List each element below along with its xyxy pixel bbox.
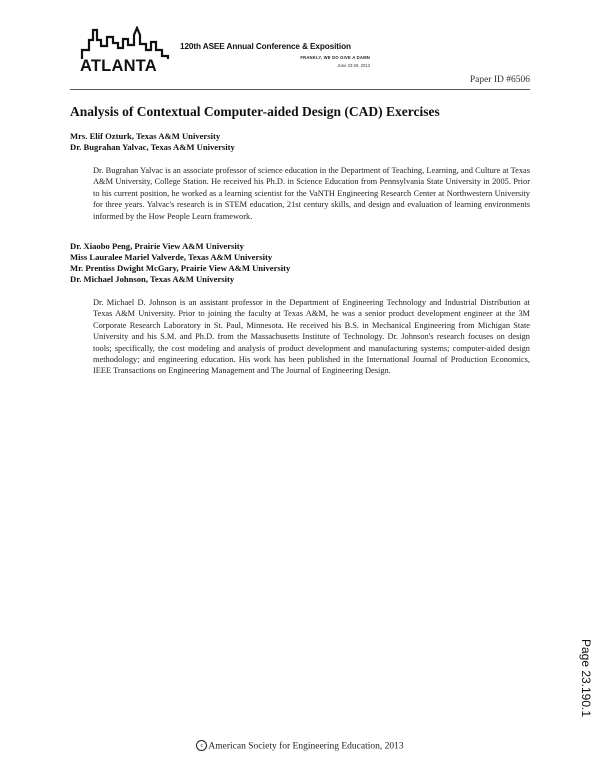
conference-logo xyxy=(80,26,180,78)
copyright-text: American Society for Engineering Education, 2013 xyxy=(208,741,404,752)
author-list-1 xyxy=(70,131,235,153)
copyright-footer xyxy=(0,741,600,752)
author-list-2 xyxy=(70,241,290,285)
copyright-icon: c xyxy=(196,740,207,751)
atlanta-skyline-icon xyxy=(80,26,180,60)
page-number-stamp: Page 23.190.1 xyxy=(579,638,593,718)
conference-tagline: FRANKLY, WE DO GIVE A DAMN xyxy=(300,55,370,60)
logo-wordmark: ATLANTA xyxy=(80,57,157,75)
author-name: Dr. Xiaobo Peng, Prairie View A&M University xyxy=(70,241,244,251)
header-divider xyxy=(70,89,530,90)
conference-title: 120th ASEE Annual Conference & Exposition xyxy=(180,42,351,51)
author-name: Mr. Prentiss Dwight McGary, Prairie View A&M University xyxy=(70,263,291,273)
paper-id: Paper ID #6506 xyxy=(469,75,530,85)
author-bio-johnson: Dr. Michael D. Johnson is an assistant professor in the Department of Engineering Technology and Industrial Distribution at Texas A&M University. Prior to joining the faculty at Texas A&M, he was a senior product development engineer at the 3M Corporate Research Laboratory in St. Paul, Minnesota. He received his B.S. in Mechanical Engineering from Michigan State University and his S.M. and Ph.D. from the Massachusetts Institute of Technology. Dr. Johnson's research focuses on design tools; specifically, the cost modeling and analysis of product development and manufacturing systems; computer-aided design methodology; and engineering education. His work has been published in the International Journal of Production Economics, IEEE Transactions on Engineering Management and The Journal of Engineering Design. xyxy=(93,298,530,376)
author-name: Dr. Bugrahan Yalvac, Texas A&M University xyxy=(70,142,235,152)
paper-title: Analysis of Contextual Computer-aided Design (CAD) Exercises xyxy=(70,104,440,119)
author-bio-yalvac: Dr. Bugrahan Yalvac is an associate professor of science education in the Department of Teaching, Learning, and Culture at Texas A&M University, College Station. He received his Ph.D. in Science Education from Pennsylvania State University in 2005. Prior to his current position, he worked as a learning scientist for the VaNTH Engineering Research Center at Northwestern University for three years. Yalvac's research is in STEM education, 21st century skills, and design and evaluation of learning environments informed by the How People Learn framework. xyxy=(93,166,530,221)
author-name: Mrs. Elif Ozturk, Texas A&M University xyxy=(70,131,221,141)
author-name: Dr. Michael Johnson, Texas A&M University xyxy=(70,274,235,284)
conference-date: June 23-26, 2013 xyxy=(337,63,370,68)
author-name: Miss Lauralee Mariel Valverde, Texas A&M University xyxy=(70,252,273,262)
